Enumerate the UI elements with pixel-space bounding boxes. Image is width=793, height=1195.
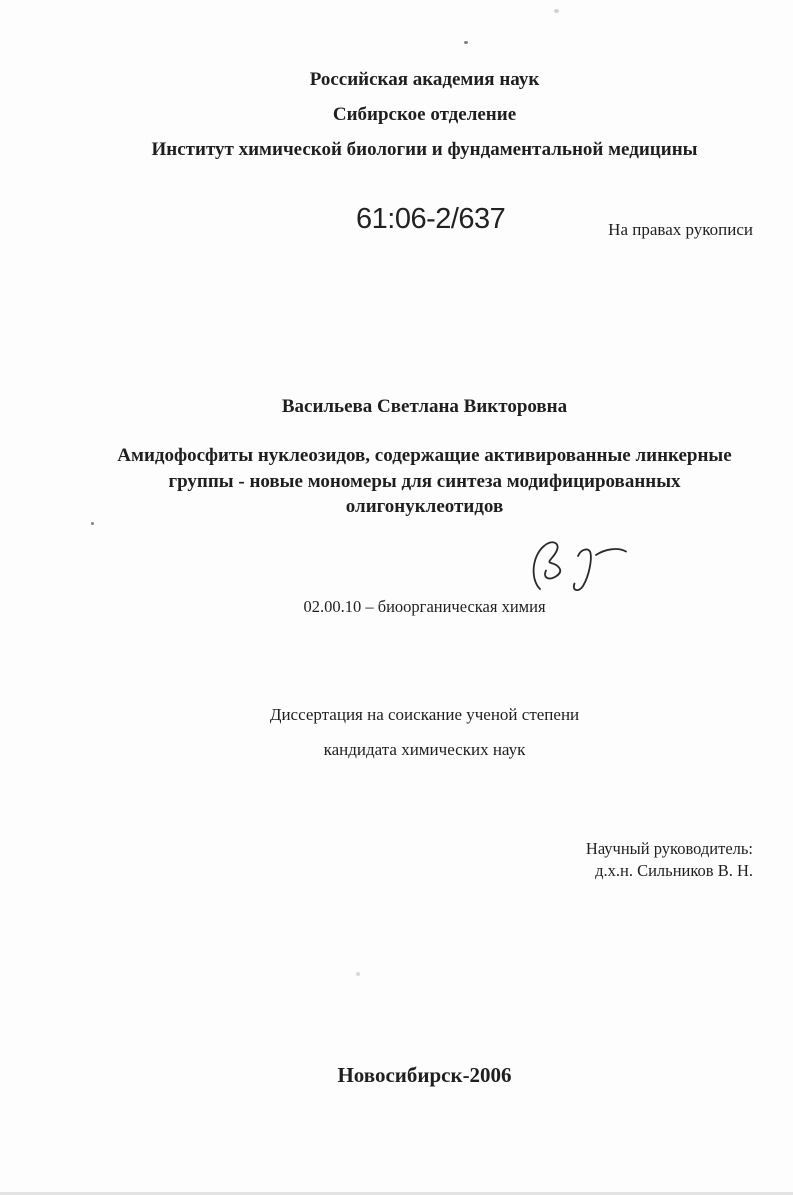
city-year: Новосибирск-2006 <box>337 1063 512 1087</box>
title-line-2: группы - новые мономеры для синтеза модифицированных <box>168 470 681 492</box>
degree-statement <box>56 697 793 767</box>
scan-artifact-dot <box>464 41 468 44</box>
catalog-number: 61:06-2/637 <box>356 203 506 235</box>
dissertation-title <box>56 443 793 520</box>
degree-line-1: Диссертация на соискание ученой степени <box>269 705 580 724</box>
author-name: Васильева Светлана Викторовна <box>281 396 568 417</box>
degree-line-2: кандидата химических наук <box>323 740 526 759</box>
supervisor-block <box>586 838 753 881</box>
scan-artifact-dot <box>554 9 559 13</box>
supervisor-label: Научный руководитель: <box>585 839 753 858</box>
scan-artifact-dot <box>356 972 360 976</box>
title-line-3: олигонуклеотидов <box>345 496 504 517</box>
signature-scribble-icon <box>523 534 648 598</box>
academy-name: Российская академия наук <box>309 69 540 90</box>
supervisor-name: д.х.н. Сильников В. Н. <box>595 860 753 880</box>
institute-name: Институт химической биологии и фундаментальной медицины <box>151 139 698 160</box>
branch-name: Сибирское отделение <box>332 104 517 125</box>
institution-header <box>56 62 793 167</box>
scan-artifact-dot <box>91 522 94 525</box>
manuscript-rights-note: На правах рукописи <box>608 220 753 239</box>
title-line-1: Амидофосфиты нуклеозидов, содержащие активированные линкерные <box>117 445 732 466</box>
specialty-code: 02.00.10 – биоорганическая химия <box>303 597 546 616</box>
handwritten-signature-icon <box>523 534 648 598</box>
